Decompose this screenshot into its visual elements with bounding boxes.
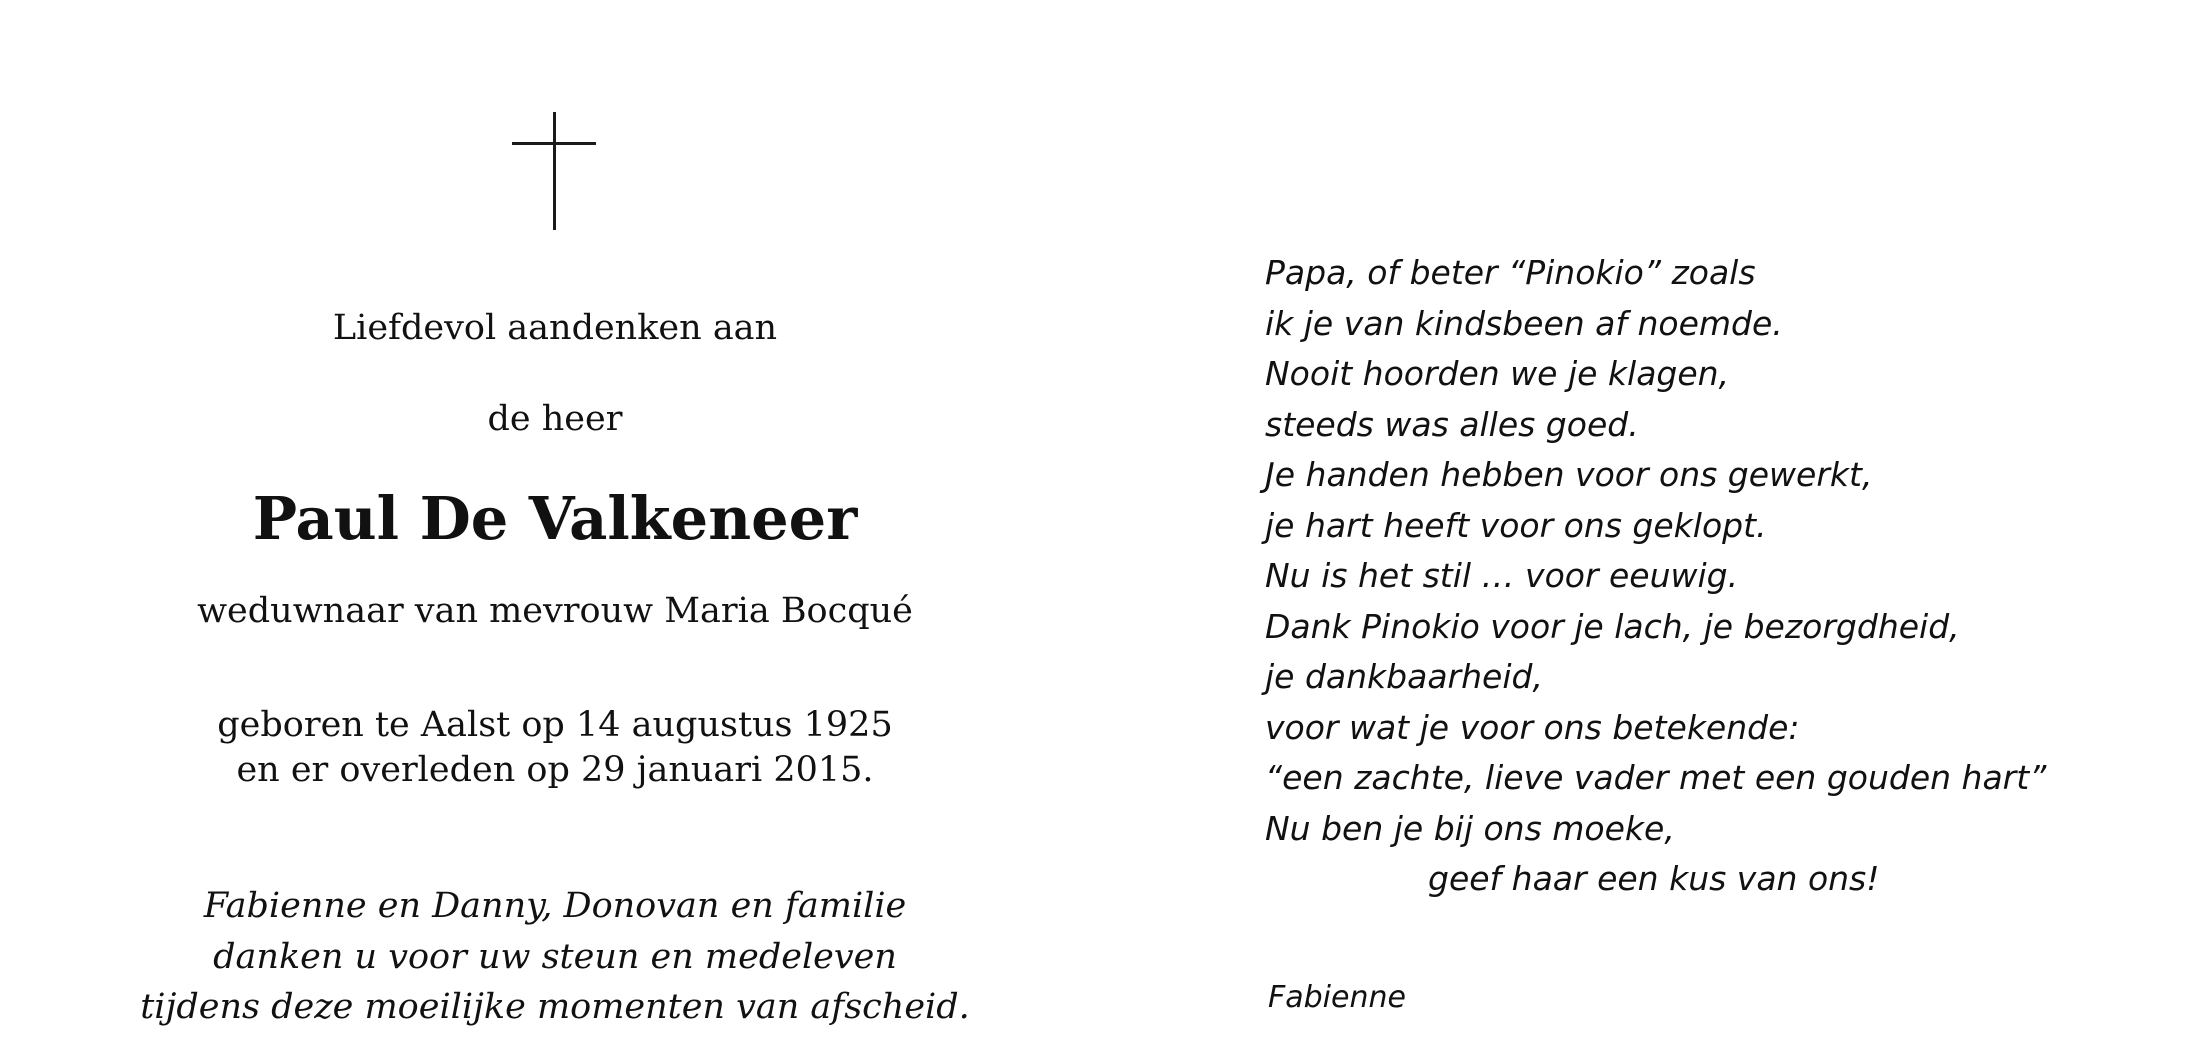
poem-line: Papa, of beter “Pinokio” zoals (1265, 253, 1756, 292)
cross-horizontal-bar (512, 142, 596, 145)
poem-line: Nu is het stil … voor eeuwig. (1265, 556, 1739, 595)
thanks-line: Fabienne en Danny, Donovan en familie (203, 886, 907, 926)
poem-line: geef haar een kus van ons! (1428, 859, 1880, 898)
poem-line: “een zachte, lieve vader met een gouden hart” (1265, 758, 2047, 797)
thanks-line: danken u voor uw steun en medeleven (213, 937, 897, 977)
poem-line: ik je van kindsbeen af noemde. (1265, 303, 1783, 343)
title-prefix: de heer (487, 399, 623, 439)
poem-line: Je handen hebben voor ons gewerkt, (1265, 455, 1873, 494)
poem-line: Nu ben je bij ons moeke, (1265, 808, 1675, 848)
poem-line: Nooit hoorden we je klagen, (1265, 354, 1730, 393)
intro-text: Liefdevol aandenken aan (332, 308, 778, 348)
poem-signature: Fabienne (1268, 980, 1406, 1015)
poem-line: voor wat je voor ons betekende: (1265, 707, 1800, 747)
poem-line: steeds was alles goed. (1265, 404, 1639, 444)
poem-line: je hart heeft voor ons geklopt. (1265, 505, 1767, 545)
deceased-name: Paul De Valkeneer (252, 484, 858, 553)
cross-vertical-bar (553, 112, 556, 230)
spouse-text: weduwnaar van mevrouw Maria Bocqué (197, 591, 913, 631)
birth-text: geboren te Aalst op 14 augustus 1925 (217, 705, 893, 745)
poem-line: je dankbaarheid, (1265, 657, 1543, 696)
poem (1265, 248, 2046, 905)
poem-line: Dank Pinokio voor je lach, je bezorgdheid, (1265, 606, 1960, 646)
thanks-line: tijdens deze moeilijke momenten van afscheid. (140, 987, 970, 1027)
death-text: en er overleden op 29 januari 2015. (236, 750, 874, 790)
